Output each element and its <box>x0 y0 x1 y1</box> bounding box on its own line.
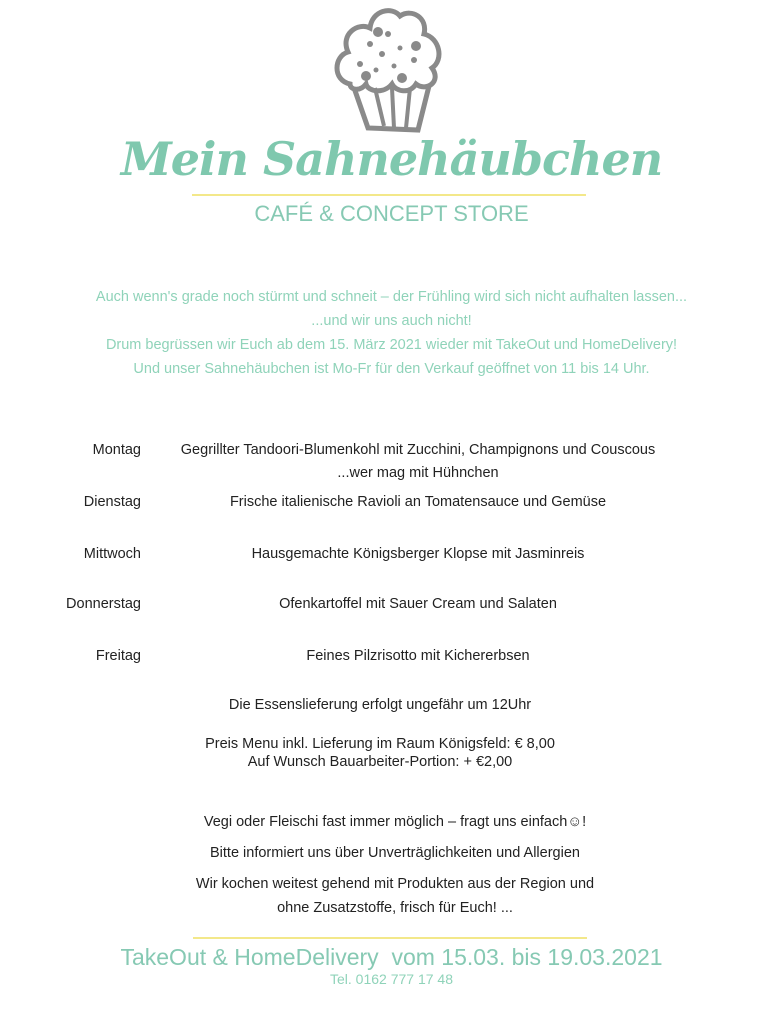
phone-number: Tel. 0162 777 17 48 <box>330 971 453 987</box>
intro-line: Auch wenn's grade noch stürmt und schneit – der Frühling wird sich nicht aufhalten lassen... <box>95 289 688 305</box>
region-info: Wir kochen weitest gehend mit Produkten aus der Region und <box>195 876 595 892</box>
divider <box>192 194 586 196</box>
divider <box>193 937 587 939</box>
brand-title: Mein Sahnehäubchen <box>120 132 663 186</box>
footer-headline: TakeOut & HomeDelivery vom 15.03. bis 19.03.2021 <box>120 944 663 970</box>
cupcake-icon <box>330 4 450 134</box>
menu-day: Dienstag <box>83 494 141 510</box>
intro-line: Drum begrüssen wir Euch ab dem 15. März 2021 wieder mit TakeOut und HomeDelivery! <box>105 337 678 353</box>
vegi-info: Vegi oder Fleischi fast immer möglich – fragt uns einfach☺! <box>203 814 587 830</box>
menu-dish: Frische italienische Ravioli an Tomatensauce und Gemüse <box>229 494 607 510</box>
intro-line: Und unser Sahnehäubchen ist Mo-Fr für den Verkauf geöffnet von 11 bis 14 Uhr. <box>133 361 650 377</box>
intro-line: ...und wir uns auch nicht! <box>311 313 472 329</box>
price-info: Preis Menu inkl. Lieferung im Raum Königsfeld: € 8,00 <box>205 736 555 752</box>
menu-dish: Hausgemachte Königsberger Klopse mit Jasminreis <box>251 546 585 562</box>
menu-day: Montag <box>92 442 141 458</box>
menu-day: Freitag <box>95 648 141 664</box>
menu-day: Donnerstag <box>66 596 141 612</box>
menu-dish: Ofenkartoffel mit Sauer Cream und Salaten <box>279 596 557 612</box>
dish-text: Gegrillter Tandoori-Blumenkohl mit Zucchini, Champignons und Couscous <box>180 442 656 458</box>
menu-day: Mittwoch <box>83 546 141 562</box>
delivery-time: Die Essenslieferung erfolgt ungefähr um 12Uhr <box>228 697 532 713</box>
menu-dish: Feines Pilzrisotto mit Kichererbsen <box>306 648 530 664</box>
region-info: ohne Zusatzstoffe, frisch für Euch! ... <box>277 900 513 916</box>
brand-subtitle: CAFÉ & CONCEPT STORE <box>254 201 529 226</box>
allergy-info: Bitte informiert uns über Unverträglichkeiten und Allergien <box>210 845 580 861</box>
menu-dish <box>160 439 676 485</box>
extra-portion: Auf Wunsch Bauarbeiter-Portion: + €2,00 <box>247 754 513 770</box>
dish-note: ...wer mag mit Hühnchen <box>337 465 499 481</box>
intro-text <box>0 285 783 381</box>
